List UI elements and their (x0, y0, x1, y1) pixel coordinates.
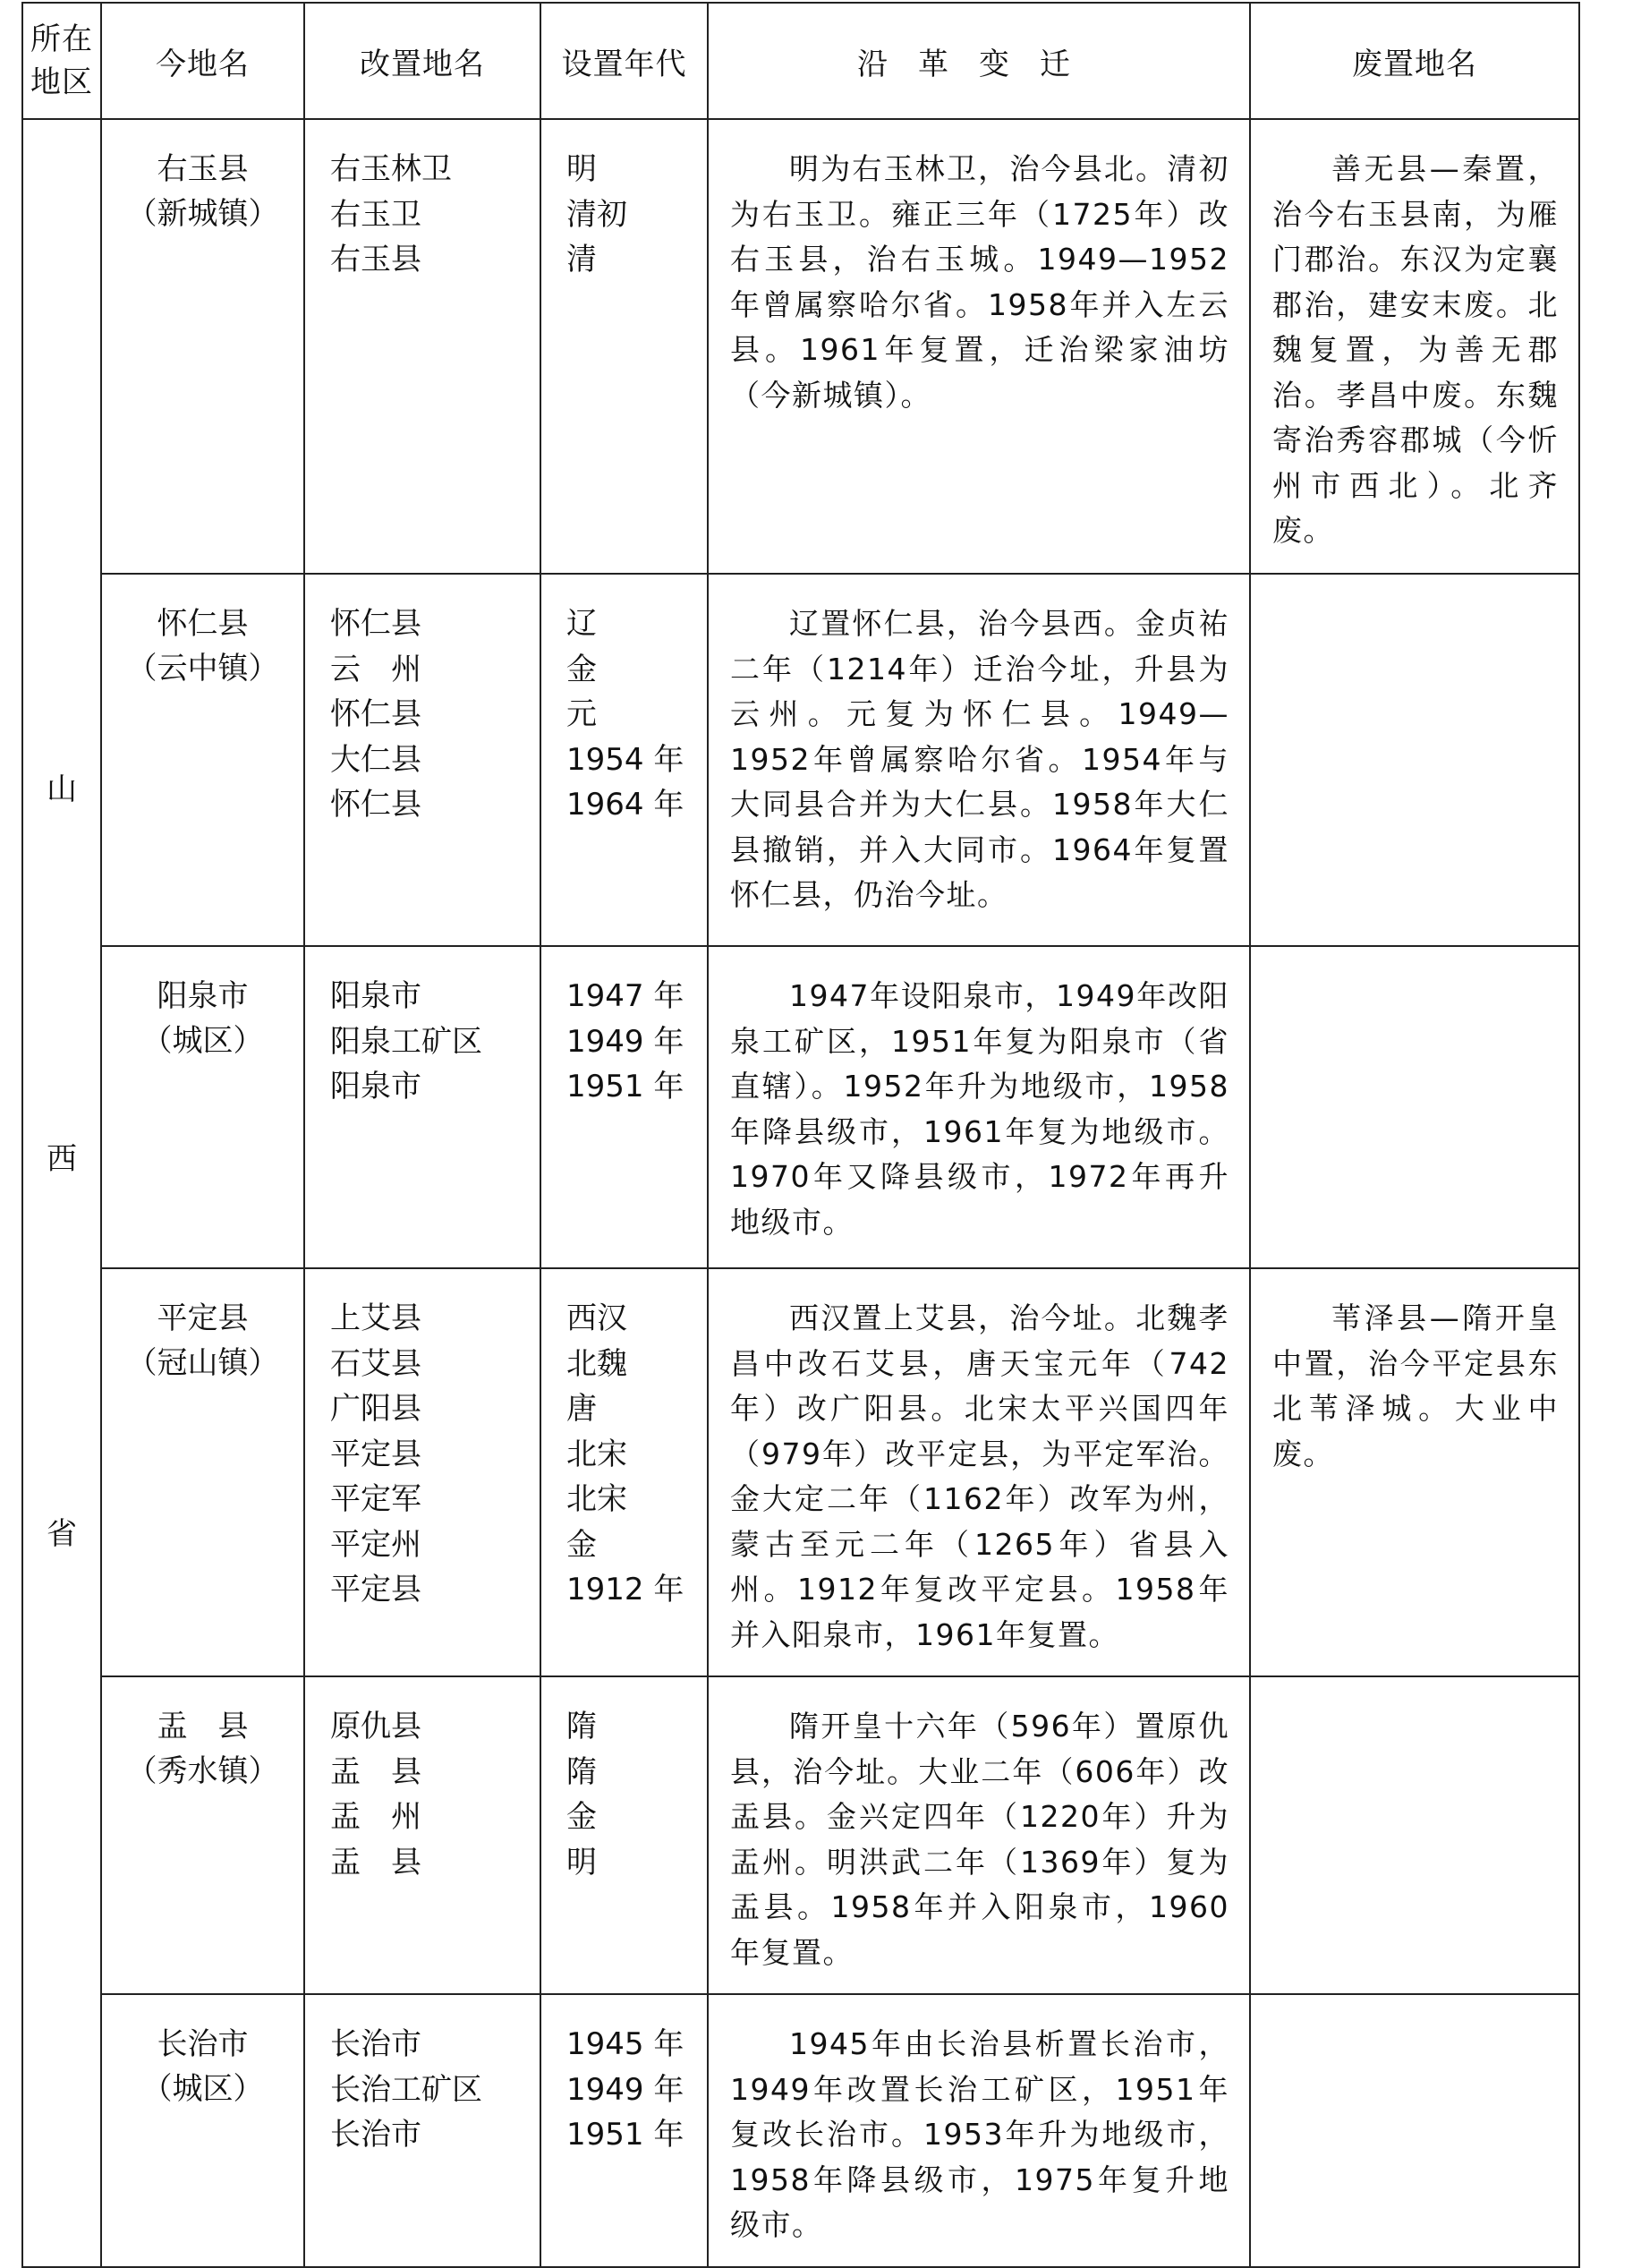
year-item: 金 (566, 651, 597, 687)
county-seat: （城区） (141, 1023, 264, 1059)
renamed-item: 长治市 (330, 2026, 421, 2062)
year-item: 清初 (566, 196, 627, 233)
renamed-cell (304, 574, 540, 946)
header-renamed: 改置地名 (304, 3, 540, 119)
region-char: 山 (47, 772, 77, 807)
region-cell (22, 119, 101, 2267)
renamed-cell (304, 1994, 540, 2267)
abolished-cell (1250, 574, 1579, 946)
renamed-cell (304, 1268, 540, 1676)
current-name-cell (101, 119, 304, 574)
year-item: 西汉 (566, 1300, 627, 1336)
history-cell: 西汉置上艾县，治今址。北魏孝昌中改石艾县，唐天宝元年（742年）改广阳县。北宋太平兴国四年（979年）改平定县，为平定军治。金大定二年（1162年）改军为州，蒙古至元二年（1265年）省县入州。1912年复改平定县。1958年并入阳泉市，1961年复置。 (708, 1268, 1250, 1676)
abolished-cell (1250, 946, 1579, 1268)
renamed-item: 广阳县 (330, 1391, 421, 1427)
renamed-item: 右玉林卫 (330, 151, 452, 187)
year-item: 明 (566, 151, 597, 187)
header-row (22, 3, 1579, 119)
renamed-item: 平定军 (330, 1481, 421, 1517)
renamed-item: 平定县 (330, 1436, 421, 1472)
abolished-cell: 苇泽县—隋开皇中置，治今平定县东北苇泽城。大业中废。 (1250, 1268, 1579, 1676)
year-item: 辽 (566, 606, 597, 642)
gazetteer-table (21, 2, 1580, 2268)
header-year: 设置年代 (540, 3, 708, 119)
table-row (22, 574, 1579, 946)
year-cell (540, 946, 708, 1268)
renamed-item: 怀仁县 (330, 606, 421, 642)
current-name-cell (101, 946, 304, 1268)
year-item: 明 (566, 1844, 597, 1880)
current-name-cell (101, 1994, 304, 2267)
history-cell: 隋开皇十六年（596年）置原仇县，治今址。大业二年（606年）改盂县。金兴定四年（1220年）升为盂州。明洪武二年（1369年）复为盂县。1958年并入阳泉市，1960年复置。 (708, 1676, 1250, 1994)
region-char: 省 (47, 1516, 77, 1552)
year-item: 元 (566, 696, 597, 732)
renamed-item: 怀仁县 (330, 787, 421, 823)
abolished-cell: 善无县—秦置，治今右玉县南，为雁门郡治。东汉为定襄郡治，建安末废。北魏复置，为善无郡治。孝昌中废。东魏寄治秀容郡城（今忻州市西北）。北齐废。 (1250, 119, 1579, 574)
header-region-label: 所在地区 (30, 21, 93, 100)
current-name-cell (101, 1676, 304, 1994)
renamed-item: 盂 县 (330, 1753, 421, 1790)
year-item: 1964 年 (566, 787, 684, 823)
renamed-item: 阳泉市 (330, 1069, 421, 1104)
county-seat: （城区） (141, 2071, 264, 2107)
year-item: 1954 年 (566, 741, 684, 778)
year-item: 1951 年 (566, 2117, 684, 2153)
year-cell (540, 574, 708, 946)
renamed-cell (304, 119, 540, 574)
renamed-item: 云 州 (330, 651, 421, 687)
abolished-cell (1250, 1676, 1579, 1994)
renamed-item: 石艾县 (330, 1345, 421, 1382)
table-row (22, 1994, 1579, 2267)
renamed-item: 阳泉市 (330, 978, 421, 1014)
renamed-item: 大仁县 (330, 741, 421, 778)
renamed-item: 右玉卫 (330, 196, 421, 233)
county-seat: （秀水镇） (126, 1753, 279, 1789)
table-row (22, 119, 1579, 574)
year-item: 唐 (566, 1391, 597, 1427)
year-cell (540, 1676, 708, 1994)
history-cell: 明为右玉林卫，治今县北。清初为右玉卫。雍正三年（1725年）改右玉县，治右玉城。1949—1952年曾属察哈尔省。1958年并入左云县。1961年复置，迁治梁家油坊（今新城镇）。 (708, 119, 1250, 574)
county-seat: （冠山镇） (126, 1345, 279, 1381)
year-item: 1947 年 (566, 978, 684, 1014)
history-cell: 1947年设阳泉市，1949年改阳泉工矿区，1951年复为阳泉市（省直辖）。1952年升为地级市，1958年降县级市，1961年复为地级市。1970年又降县级市，1972年再升地级市。 (708, 946, 1250, 1268)
history-cell: 辽置怀仁县，治今县西。金贞祐二年（1214年）迁治今址，升县为云州。元复为怀仁县。1949—1952年曾属察哈尔省。1954年与大同县合并为大仁县。1958年大仁县撤销，并入大同市。1964年复置怀仁县，仍治今址。 (708, 574, 1250, 946)
renamed-item: 阳泉工矿区 (330, 1023, 482, 1060)
renamed-item: 盂 县 (330, 1844, 421, 1880)
year-item: 清 (566, 242, 597, 277)
county-seat: （新城镇） (126, 196, 279, 232)
header-history (708, 3, 1250, 119)
year-cell (540, 1994, 708, 2267)
renamed-cell (304, 946, 540, 1268)
year-item: 1945 年 (566, 2026, 684, 2062)
renamed-item: 平定县 (330, 1572, 421, 1607)
header-history-label: 沿革变迁 (857, 46, 1101, 82)
renamed-item: 原仇县 (330, 1709, 421, 1744)
header-region (22, 3, 101, 119)
current-name-cell (101, 574, 304, 946)
current-name: 右玉县 (157, 151, 249, 187)
current-name: 怀仁县 (157, 606, 249, 642)
table-row (22, 946, 1579, 1268)
region-char: 西 (47, 1141, 77, 1177)
current-name: 长治市 (157, 2026, 249, 2062)
renamed-item: 右玉县 (330, 242, 421, 277)
year-item: 1951 年 (566, 1069, 684, 1104)
renamed-item: 长治市 (330, 2117, 421, 2153)
table-row (22, 1268, 1579, 1676)
current-name-cell (101, 1268, 304, 1676)
year-cell (540, 1268, 708, 1676)
year-item: 1949 年 (566, 2071, 684, 2108)
renamed-item: 平定州 (330, 1526, 421, 1563)
table-row (22, 1676, 1579, 1994)
year-item: 金 (566, 1526, 597, 1563)
year-item: 北宋 (566, 1436, 627, 1472)
current-name: 阳泉市 (157, 978, 249, 1014)
year-item: 1949 年 (566, 1023, 684, 1060)
year-item: 北魏 (566, 1345, 627, 1382)
history-cell: 1945年由长治县析置长治市，1949年改置长治工矿区，1951年复改长治市。1953年升为地级市，1958年降县级市，1975年复升地级市。 (708, 1994, 1250, 2267)
renamed-item: 盂 州 (330, 1799, 421, 1835)
header-current-name: 今地名 (101, 3, 304, 119)
county-seat: （云中镇） (126, 651, 279, 686)
abolished-cell (1250, 1994, 1579, 2267)
current-name: 平定县 (157, 1300, 249, 1336)
year-item: 北宋 (566, 1481, 627, 1517)
year-item: 隋 (566, 1709, 597, 1744)
year-cell (540, 119, 708, 574)
year-item: 金 (566, 1799, 597, 1835)
renamed-item: 长治工矿区 (330, 2071, 482, 2108)
renamed-item: 怀仁县 (330, 696, 421, 732)
header-abolished: 废置地名 (1250, 3, 1579, 119)
current-name: 盂 县 (157, 1709, 249, 1744)
renamed-cell (304, 1676, 540, 1994)
renamed-item: 上艾县 (330, 1300, 421, 1336)
year-item: 隋 (566, 1753, 597, 1790)
year-item: 1912 年 (566, 1572, 684, 1607)
